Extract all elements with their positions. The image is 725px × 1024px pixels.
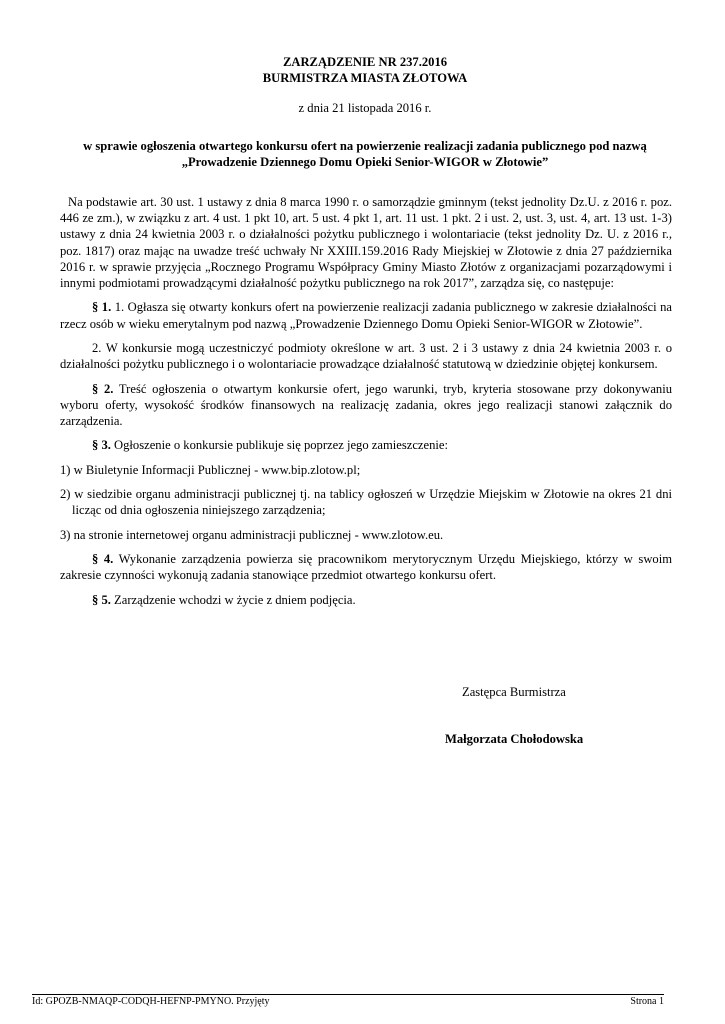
section-4-text: Wykonanie zarządzenia powierza się pracownikom merytorycznym Urzędu Miejskiego, którzy w swoim zakresie czynności wykonują zadania stanowiące przedmiot otwartego konkursu ofert. (60, 552, 673, 583)
section-4-mark: § 4. (92, 552, 114, 567)
document-date: z dnia 21 listopada 2016 r. (298, 101, 432, 115)
section-5-mark: § 5. (92, 592, 111, 607)
section-2-text: Treść ogłoszenia o otwartym konkursie ofert, jego warunki, tryb, kryteria stosowane przy dokonywaniu wyboru oferty, wysokość środków finansowych na realizację zadania, okres jego realizacji stanowi załącznik do zarządzenia. (60, 381, 673, 428)
subject-line-1: w sprawie ogłoszenia otwartego konkursu ofert na powierzenie realizacji zadania publicznego pod nazwą (83, 139, 647, 153)
section-2-mark: § 2. (92, 381, 114, 396)
section-2-paragraph (60, 381, 672, 430)
title-line-1: ZARZĄDZENIE NR 237.2016 (282, 55, 448, 69)
section-1-paragraph-1 (60, 299, 672, 331)
section-1-mark: § 1. (92, 300, 112, 315)
section-1-text: 1. Ogłasza się otwarty konkurs ofert na powierzenie realizacji zadania publicznego w zakresie działalności na rzecz osób w wieku emerytalnym pod nazwą „Prowadzenie Dziennego Domu Opieki Senior-WIGOR w Złotowie”. (60, 300, 673, 331)
footer-page-number: Strona 1 (630, 996, 664, 1007)
subject-line-2: „Prowadzenie Dziennego Domu Opieki Senior-WIGOR w Złotowie” (181, 155, 549, 169)
list-item-3: 3) na stronie internetowej organu administracji publicznej - www.zlotow.eu. (60, 527, 444, 542)
footer-document-id: Id: GPOZB-NMAQP-CODQH-HEFNP-PMYNO. Przyjęty (32, 996, 270, 1007)
section-3-paragraph (60, 437, 672, 453)
section-3-mark: § 3. (92, 438, 111, 453)
list-item-2: 2) w siedzibie organu administracji publicznej tj. na tablicy ogłoszeń w Urzędzie Miejskim w Złotowie na okres 21 dni licząc od dnia ogłoszenia niniejszego zarządzenia; (60, 487, 672, 518)
preamble-paragraph: Na podstawie art. 30 ust. 1 ustawy z dnia 8 marca 1990 r. o samorządzie gminnym (tekst jednolity Dz.U. z 2016 r. poz. 446 ze zm.), w związku z art. 4 ust. 1 pkt 10, art. 5 ust. 4 pkt 1, art. 11 ust. 1 pkt. 2 i ust. 2, ust. 3, ust. 4, art. 13 ust. 1-3) ustawy z dnia 24 kwietnia 2003 r. o działalności pożytku publicznego i wolontariacie (tekst jednolity Dz. U. z 2016 r., poz. 1817) oraz mając na uwadze treść uchwały Nr XXIII.159.2016 Rady Miejskiej w Złotowie z dnia 27 października 2016 r. w sprawie przyjęcia „Rocznego Programu Współpracy Gminy Miasto Złotów z organizacjami pozarządowymi i innymi podmiotami prowadzącymi działalność pożytku publicznego na rok 2017”, zarządza się, co następuje: (60, 195, 672, 291)
section-1-paragraph-2: 2. W konkursie mogą uczestniczyć podmioty określone w art. 3 ust. 2 i 3 ustawy z dnia 24 kwietnia 2003 r. o działalności pożytku publicznego i o wolontariacie prowadzące działalność statutową w dziedzinie objętej konkursem. (60, 341, 672, 372)
document-body (60, 194, 672, 616)
document-title (60, 54, 670, 86)
section-3-text: Ogłoszenie o konkursie publikuje się poprzez jego zamieszczenie: (110, 438, 449, 453)
section-5-paragraph (60, 592, 672, 608)
section-5-text: Zarządzenie wchodzi w życie z dniem podjęcia. (110, 592, 356, 607)
list-item-1: 1) w Biuletynie Informacji Publicznej - www.bip.zlotow.pl; (60, 462, 361, 477)
title-line-2: BURMISTRZA MIASTA ZŁOTOWA (262, 71, 468, 85)
footer-divider (32, 994, 664, 995)
document-subject (40, 138, 690, 170)
signature-role: Zastępca Burmistrza (462, 685, 566, 699)
section-4-paragraph (60, 551, 672, 583)
signature-name: Małgorzata Chołodowska (445, 732, 584, 746)
